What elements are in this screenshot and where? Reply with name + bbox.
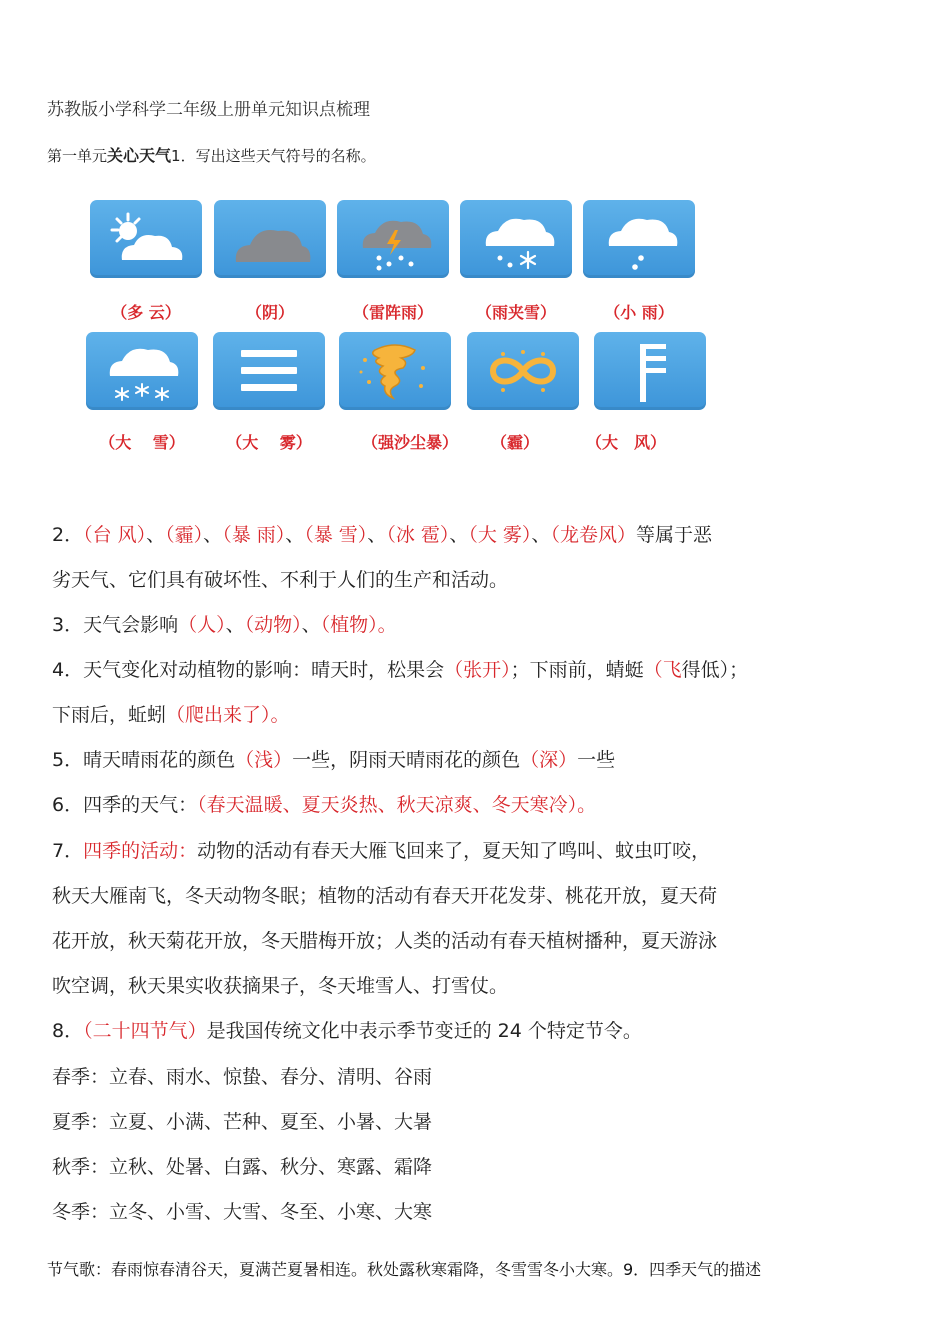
weather-label: （小 雨） (604, 303, 674, 322)
weather-label: （大 雪） (99, 433, 185, 452)
partly-cloudy-icon (90, 200, 202, 278)
answer: （飞 (643, 659, 682, 681)
sleet-icon (460, 200, 572, 278)
question-7-line-1: 7．四季的活动：动物的活动有春天大雁飞回来了，夏天知了鸣叫、蚊虫叮咬， (52, 840, 711, 862)
heavy-fog-icon (213, 332, 325, 410)
answer: （张开） (444, 659, 511, 681)
overcast-icon (214, 200, 326, 278)
answer: （人） (178, 614, 226, 636)
question-number: 2． (52, 524, 84, 546)
question-4-line-2: 下雨后，蚯蚓（爬出来了）。 (52, 704, 290, 726)
answer: （爬出来了） (166, 704, 271, 726)
question-4-line-1: 4．天气变化对动植物的影响：晴天时，松果会（张开）；下雨前，蜻蜓（飞得低）； (52, 659, 749, 681)
answer: （动物） (244, 614, 302, 636)
unit-heading (47, 143, 376, 166)
answer: （暴 雪） (304, 524, 368, 546)
question-1: 1．写出这些天气符号的名称。 (171, 147, 376, 165)
answer: （大 雾） (468, 524, 532, 546)
question-7-line-2: 秋天大雁南飞，冬天动物冬眠；植物的活动有春天开花发芽、桃花开放，夏天荷 (52, 885, 718, 907)
question-7-line-4: 吹空调，秋天果实收获摘果子，冬天堆雪人、打雪仗。 (52, 975, 509, 997)
answer: （二十四节气） (83, 1020, 207, 1042)
answer: （春天温暖、夏天炎热、秋天凉爽、冬天寒冷） (197, 794, 578, 816)
strong-wind-icon (594, 332, 706, 410)
answer: （台 风） (83, 524, 147, 546)
question-5: 5．晴天晴雨花的颜色（浅）一些，阴雨天晴雨花的颜色（深）一些 (52, 749, 616, 771)
question-2-line-1: 2．（台 风）、（霾）、（暴 雨）、（暴 雪）、（冰 雹）、（大 雾）、（龙卷风）等属于恶 (52, 524, 712, 546)
season-summer: 夏季：立夏、小满、芒种、夏至、小暑、大暑 (52, 1111, 433, 1133)
weather-label: （阴） (245, 303, 294, 322)
season-winter: 冬季：立冬、小雪、大雪、冬至、小寒、大寒 (52, 1201, 433, 1223)
weather-label: （大 风） (585, 433, 666, 452)
weather-label: （多 云） (111, 303, 181, 322)
question-7-line-3: 花开放，秋天菊花开放，冬天腊梅开放；人类的活动有春天植树播种，夏天游泳 (52, 930, 718, 952)
weather-label: （强沙尘暴） (361, 433, 458, 452)
weather-label: （雷阵雨） (352, 303, 433, 322)
weather-label: （雨夹雪） (475, 303, 556, 322)
answer: （冰 雹） (386, 524, 450, 546)
question-2-line-2: 劣天气、它们具有破坏性、不利于人们的生产和活动。 (52, 569, 509, 591)
weather-label: （大 雾） (226, 433, 312, 452)
unit-name: 关心天气 (107, 146, 172, 165)
heavy-snow-icon (86, 332, 198, 410)
unit-prefix: 第一单元 (47, 147, 108, 165)
season-spring: 春季：立春、雨水、惊蛰、春分、清明、谷雨 (52, 1066, 433, 1088)
haze-icon (467, 332, 579, 410)
document-title: 苏教版小学科学二年级上册单元知识点梳理 (47, 100, 370, 120)
answer: （龙卷风） (550, 524, 636, 546)
weather-label: （霾） (490, 433, 539, 452)
question-6: 6．四季的天气：（春天温暖、夏天炎热、秋天凉爽、冬天寒冷）。 (52, 794, 597, 816)
answer: （植物） (320, 614, 378, 636)
thunderstorm-icon (337, 200, 449, 278)
solar-terms-song: 节气歌：春雨惊春清谷天，夏满芒夏暑相连。秋处露秋寒霜降，冬雪雪冬小大寒。9．四季天气的描述 (47, 1260, 762, 1279)
light-rain-icon (583, 200, 695, 278)
question-3: 3．天气会影响（人）、（动物）、（植物）。 (52, 614, 397, 636)
answer: （浅） (235, 749, 293, 771)
answer: （暴 雨） (222, 524, 286, 546)
question-8: 8．（二十四节气）是我国传统文化中表示季节变迁的 24 个特定节令。 (52, 1020, 642, 1042)
section-heading: 四季的活动： (83, 840, 198, 862)
answer: （深） (520, 749, 578, 771)
season-autumn: 秋季：立秋、处暑、白露、秋分、寒露、霜降 (52, 1156, 433, 1178)
sandstorm-icon (339, 332, 451, 410)
answer: （霾） (165, 524, 204, 546)
